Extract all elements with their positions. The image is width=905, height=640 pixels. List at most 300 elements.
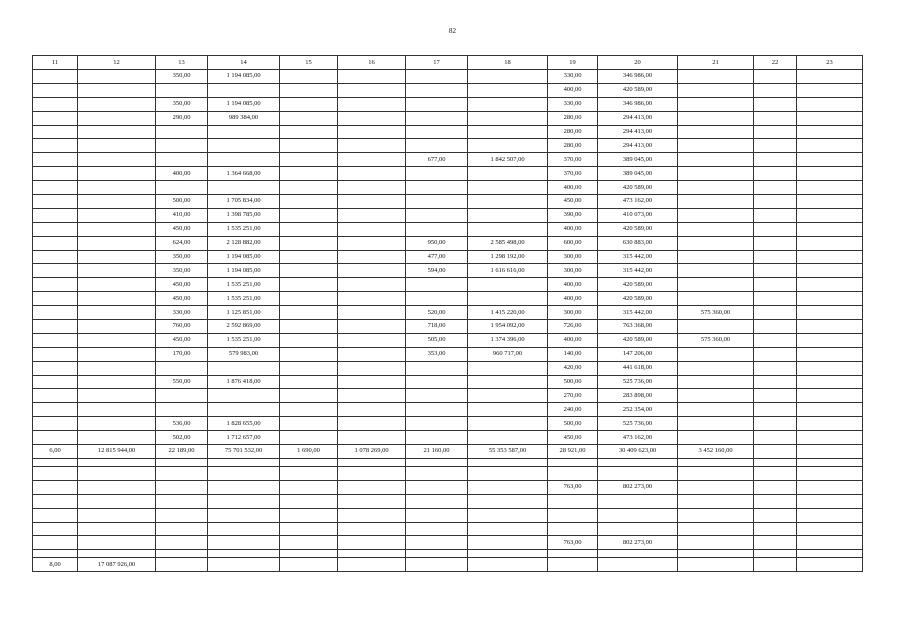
table-cell (338, 195, 406, 209)
table-cell (280, 522, 338, 536)
table-cell (406, 111, 468, 125)
table-cell: 473 162,00 (598, 431, 678, 445)
table-cell: 280,00 (548, 111, 598, 125)
table-cell (208, 558, 280, 572)
table-cell: 500,00 (156, 195, 208, 209)
table-cell (338, 431, 406, 445)
table-cell (754, 167, 797, 181)
table-cell (468, 536, 548, 550)
table-cell (678, 70, 754, 84)
table-cell (678, 208, 754, 222)
table-cell (280, 97, 338, 111)
table-cell (156, 403, 208, 417)
table-cell: 400,00 (156, 167, 208, 181)
table-row (33, 153, 863, 167)
table-cell: 389 045,00 (598, 153, 678, 167)
table-cell: 420 589,00 (598, 83, 678, 97)
table-cell: 677,00 (406, 153, 468, 167)
table-cell (33, 458, 78, 466)
table-cell: 6,00 (33, 445, 78, 459)
table-cell (754, 111, 797, 125)
table-cell: 1 125 851,00 (208, 306, 280, 320)
table-cell (797, 250, 863, 264)
table-cell (797, 181, 863, 195)
table-cell (208, 181, 280, 195)
table-row (33, 125, 863, 139)
table-cell (338, 181, 406, 195)
table-cell (338, 361, 406, 375)
table-cell (78, 250, 156, 264)
table-cell: 450,00 (156, 222, 208, 236)
table-cell (754, 389, 797, 403)
table-cell (156, 83, 208, 97)
table-row (33, 222, 863, 236)
table-cell (797, 83, 863, 97)
table-cell (406, 83, 468, 97)
table-cell (797, 361, 863, 375)
table-cell (468, 167, 548, 181)
table-cell (280, 83, 338, 97)
table-row (33, 445, 863, 459)
table-cell: 450,00 (156, 333, 208, 347)
table-cell (338, 250, 406, 264)
table-cell: 1 616 616,00 (468, 264, 548, 278)
table-cell: 420 589,00 (598, 181, 678, 195)
table-cell (156, 361, 208, 375)
column-header: 14 (208, 56, 280, 70)
table-cell: 536,00 (156, 417, 208, 431)
table-cell (678, 403, 754, 417)
column-header: 23 (797, 56, 863, 70)
table-cell: 3 452 160,00 (678, 445, 754, 459)
table-cell (208, 389, 280, 403)
table-cell: 473 162,00 (598, 195, 678, 209)
table-cell (208, 403, 280, 417)
table-cell (754, 536, 797, 550)
table-cell: 500,00 (548, 375, 598, 389)
table-cell (78, 375, 156, 389)
table-cell: 550,00 (156, 375, 208, 389)
table-cell (754, 264, 797, 278)
table-cell (468, 403, 548, 417)
table-cell (797, 153, 863, 167)
table-cell (78, 361, 156, 375)
table-cell (754, 83, 797, 97)
table-cell (338, 97, 406, 111)
table-cell (548, 466, 598, 480)
table-cell: 389 045,00 (598, 167, 678, 181)
table-cell: 294 413,00 (598, 111, 678, 125)
table-cell (280, 403, 338, 417)
table-cell (338, 83, 406, 97)
table-cell (797, 494, 863, 508)
table-cell (78, 181, 156, 195)
table-cell (548, 550, 598, 558)
column-header: 20 (598, 56, 678, 70)
table-cell (797, 139, 863, 153)
table-cell (78, 292, 156, 306)
table-cell (338, 558, 406, 572)
table-cell (33, 195, 78, 209)
table-cell (406, 494, 468, 508)
table-cell: 1 194 085,00 (208, 70, 280, 84)
table-cell (797, 550, 863, 558)
table-cell (406, 292, 468, 306)
table-cell: 8,00 (33, 558, 78, 572)
table-cell: 500,00 (548, 417, 598, 431)
table-cell (678, 195, 754, 209)
table-cell (797, 97, 863, 111)
table-cell (797, 222, 863, 236)
table-cell (208, 508, 280, 522)
table-cell (33, 125, 78, 139)
table-cell (280, 375, 338, 389)
table-cell (78, 83, 156, 97)
table-cell (754, 361, 797, 375)
table-cell (754, 458, 797, 466)
table-cell: 252 354,00 (598, 403, 678, 417)
table-cell (338, 508, 406, 522)
table-cell: 960 717,00 (468, 347, 548, 361)
table-cell (468, 508, 548, 522)
table-cell (33, 97, 78, 111)
table-cell (78, 125, 156, 139)
table-cell (156, 139, 208, 153)
table-cell (78, 264, 156, 278)
table-cell: 140,00 (548, 347, 598, 361)
table-cell (33, 431, 78, 445)
table-cell (280, 320, 338, 334)
table-row (33, 558, 863, 572)
table-cell (156, 389, 208, 403)
table-cell (468, 480, 548, 494)
table-cell (797, 111, 863, 125)
table-row (33, 111, 863, 125)
table-cell: 477,00 (406, 250, 468, 264)
table-cell (754, 403, 797, 417)
table-cell (754, 292, 797, 306)
table-cell (754, 153, 797, 167)
table-cell (33, 236, 78, 250)
table-cell: 1 415 220,00 (468, 306, 548, 320)
table-cell: 283 898,00 (598, 389, 678, 403)
table-cell (280, 333, 338, 347)
table-cell (468, 458, 548, 466)
table-cell: 353,00 (406, 347, 468, 361)
table-cell (797, 445, 863, 459)
table-cell: 17 087 926,00 (78, 558, 156, 572)
table-cell: 525 736,00 (598, 375, 678, 389)
table-cell (338, 70, 406, 84)
table-cell: 1 535 251,00 (208, 333, 280, 347)
table-cell (338, 458, 406, 466)
table-cell: 350,00 (156, 70, 208, 84)
table-cell (468, 550, 548, 558)
table-cell (754, 97, 797, 111)
table-cell: 450,00 (156, 292, 208, 306)
table-cell: 1 535 251,00 (208, 278, 280, 292)
table-cell (208, 139, 280, 153)
table-cell (406, 458, 468, 466)
table-cell (797, 208, 863, 222)
table-cell (338, 264, 406, 278)
table-cell: 21 160,00 (406, 445, 468, 459)
table-cell (33, 167, 78, 181)
table-cell: 420 589,00 (598, 333, 678, 347)
table-cell (338, 222, 406, 236)
table-cell: 294 413,00 (598, 125, 678, 139)
column-header: 19 (548, 56, 598, 70)
table-cell: 410,00 (156, 208, 208, 222)
table-cell (754, 333, 797, 347)
table-cell (280, 125, 338, 139)
table-cell (797, 195, 863, 209)
table-cell (754, 139, 797, 153)
table-cell (797, 480, 863, 494)
table-cell (280, 361, 338, 375)
table-cell: 330,00 (548, 70, 598, 84)
table-cell (78, 139, 156, 153)
table-cell (338, 125, 406, 139)
table-cell (156, 153, 208, 167)
table-cell (338, 480, 406, 494)
table-cell (678, 558, 754, 572)
table-cell (754, 250, 797, 264)
table-cell (598, 494, 678, 508)
table-cell (280, 480, 338, 494)
table-cell (468, 208, 548, 222)
table-cell (208, 480, 280, 494)
table-cell (797, 536, 863, 550)
table-cell (33, 550, 78, 558)
table-cell (797, 125, 863, 139)
table-cell (468, 195, 548, 209)
table-cell (754, 480, 797, 494)
table-cell: 420,00 (548, 361, 598, 375)
table-cell (754, 347, 797, 361)
table-cell (280, 508, 338, 522)
table-cell (280, 278, 338, 292)
table-cell (754, 125, 797, 139)
table-cell (156, 508, 208, 522)
table-cell (280, 70, 338, 84)
table-cell (280, 466, 338, 480)
table-cell (797, 70, 863, 84)
table-cell (280, 208, 338, 222)
table-cell (338, 208, 406, 222)
table-cell (33, 494, 78, 508)
table-cell: 300,00 (548, 306, 598, 320)
table-cell: 600,00 (548, 236, 598, 250)
table-cell (338, 111, 406, 125)
table-cell: 575 360,00 (678, 333, 754, 347)
table-cell (406, 389, 468, 403)
table-cell (78, 347, 156, 361)
table-row (33, 403, 863, 417)
table-cell (208, 522, 280, 536)
table-cell (468, 494, 548, 508)
table-cell (280, 558, 338, 572)
table-cell (156, 466, 208, 480)
table-cell (33, 375, 78, 389)
table-cell (598, 550, 678, 558)
table-cell (406, 222, 468, 236)
table-cell: 410 073,00 (598, 208, 678, 222)
table-cell: 450,00 (548, 195, 598, 209)
table-cell: 763 368,00 (598, 320, 678, 334)
table-cell (678, 139, 754, 153)
table-cell (797, 167, 863, 181)
column-header: 11 (33, 56, 78, 70)
table-cell: 12 815 944,00 (78, 445, 156, 459)
table-cell: 420 589,00 (598, 292, 678, 306)
table-cell (338, 306, 406, 320)
table-cell (754, 306, 797, 320)
table-cell: 290,00 (156, 111, 208, 125)
table-cell: 294 413,00 (598, 139, 678, 153)
table-cell (78, 494, 156, 508)
table-cell (797, 236, 863, 250)
table-cell (754, 320, 797, 334)
table-cell (468, 417, 548, 431)
table-cell: 802 273,00 (598, 536, 678, 550)
table-cell: 1 842 507,00 (468, 153, 548, 167)
column-header: 18 (468, 56, 548, 70)
table-cell (678, 536, 754, 550)
table-cell: 1 954 092,00 (468, 320, 548, 334)
table-cell (78, 333, 156, 347)
table-cell (678, 494, 754, 508)
table-cell (678, 550, 754, 558)
table-cell (406, 417, 468, 431)
table-cell (33, 264, 78, 278)
table-cell (156, 458, 208, 466)
table-cell (754, 558, 797, 572)
table-cell (406, 480, 468, 494)
table-cell (156, 558, 208, 572)
table-cell (78, 70, 156, 84)
table-cell (78, 306, 156, 320)
table-cell (468, 558, 548, 572)
table-cell: 1 712 657,00 (208, 431, 280, 445)
table-cell: 1 298 192,00 (468, 250, 548, 264)
table-cell: 75 701 532,00 (208, 445, 280, 459)
table-row (33, 389, 863, 403)
table-cell (797, 375, 863, 389)
table-cell (678, 97, 754, 111)
table-cell: 1 690,00 (280, 445, 338, 459)
table-cell: 400,00 (548, 222, 598, 236)
table-cell (598, 558, 678, 572)
table-cell (33, 292, 78, 306)
table-cell (468, 97, 548, 111)
table-cell (78, 458, 156, 466)
table-cell (33, 181, 78, 195)
table-row (33, 264, 863, 278)
table-cell (208, 536, 280, 550)
table-cell (548, 494, 598, 508)
table-cell (33, 320, 78, 334)
table-cell (338, 320, 406, 334)
table-row (33, 508, 863, 522)
table-cell (78, 222, 156, 236)
table-cell: 594,00 (406, 264, 468, 278)
table-cell: 147 206,00 (598, 347, 678, 361)
header-row (33, 56, 863, 70)
table-cell: 400,00 (548, 278, 598, 292)
table-cell: 1 705 834,00 (208, 195, 280, 209)
table-cell (598, 508, 678, 522)
table-cell (33, 222, 78, 236)
table-cell (338, 375, 406, 389)
table-row (33, 167, 863, 181)
spacer-row (33, 458, 863, 466)
table-cell (678, 320, 754, 334)
table-cell (208, 83, 280, 97)
table-cell (280, 250, 338, 264)
table-cell (678, 522, 754, 536)
table-cell (598, 466, 678, 480)
table-cell (678, 250, 754, 264)
table-cell (280, 417, 338, 431)
table-cell (156, 181, 208, 195)
table-cell (406, 558, 468, 572)
table-cell (78, 522, 156, 536)
table-cell: 1 194 085,00 (208, 97, 280, 111)
table-cell (548, 522, 598, 536)
table-cell: 350,00 (156, 264, 208, 278)
table-cell (406, 181, 468, 195)
table-cell: 315 442,00 (598, 306, 678, 320)
table-cell (754, 417, 797, 431)
table-cell (406, 125, 468, 139)
table-cell (78, 111, 156, 125)
table-cell (678, 480, 754, 494)
table-cell (338, 536, 406, 550)
table-cell: 579 983,00 (208, 347, 280, 361)
table-cell (468, 139, 548, 153)
table-row (33, 306, 863, 320)
table-cell: 2 585 498,00 (468, 236, 548, 250)
table-cell (280, 347, 338, 361)
table-cell: 280,00 (548, 125, 598, 139)
table-cell: 1 364 668,00 (208, 167, 280, 181)
table-cell (678, 292, 754, 306)
table-cell: 22 189,00 (156, 445, 208, 459)
table-cell (406, 550, 468, 558)
table-cell (406, 97, 468, 111)
table-cell (548, 558, 598, 572)
table-cell (338, 167, 406, 181)
table-row (33, 278, 863, 292)
column-header: 16 (338, 56, 406, 70)
table-cell: 502,00 (156, 431, 208, 445)
table-cell (78, 208, 156, 222)
table-cell (754, 508, 797, 522)
table-cell (280, 167, 338, 181)
table-cell: 55 353 587,00 (468, 445, 548, 459)
table-cell (797, 466, 863, 480)
table-cell (754, 195, 797, 209)
table-cell (406, 167, 468, 181)
table-cell (797, 389, 863, 403)
table-cell (338, 466, 406, 480)
table-cell (78, 508, 156, 522)
table-cell (338, 333, 406, 347)
table-cell (797, 306, 863, 320)
table-cell (280, 153, 338, 167)
table-cell (754, 236, 797, 250)
